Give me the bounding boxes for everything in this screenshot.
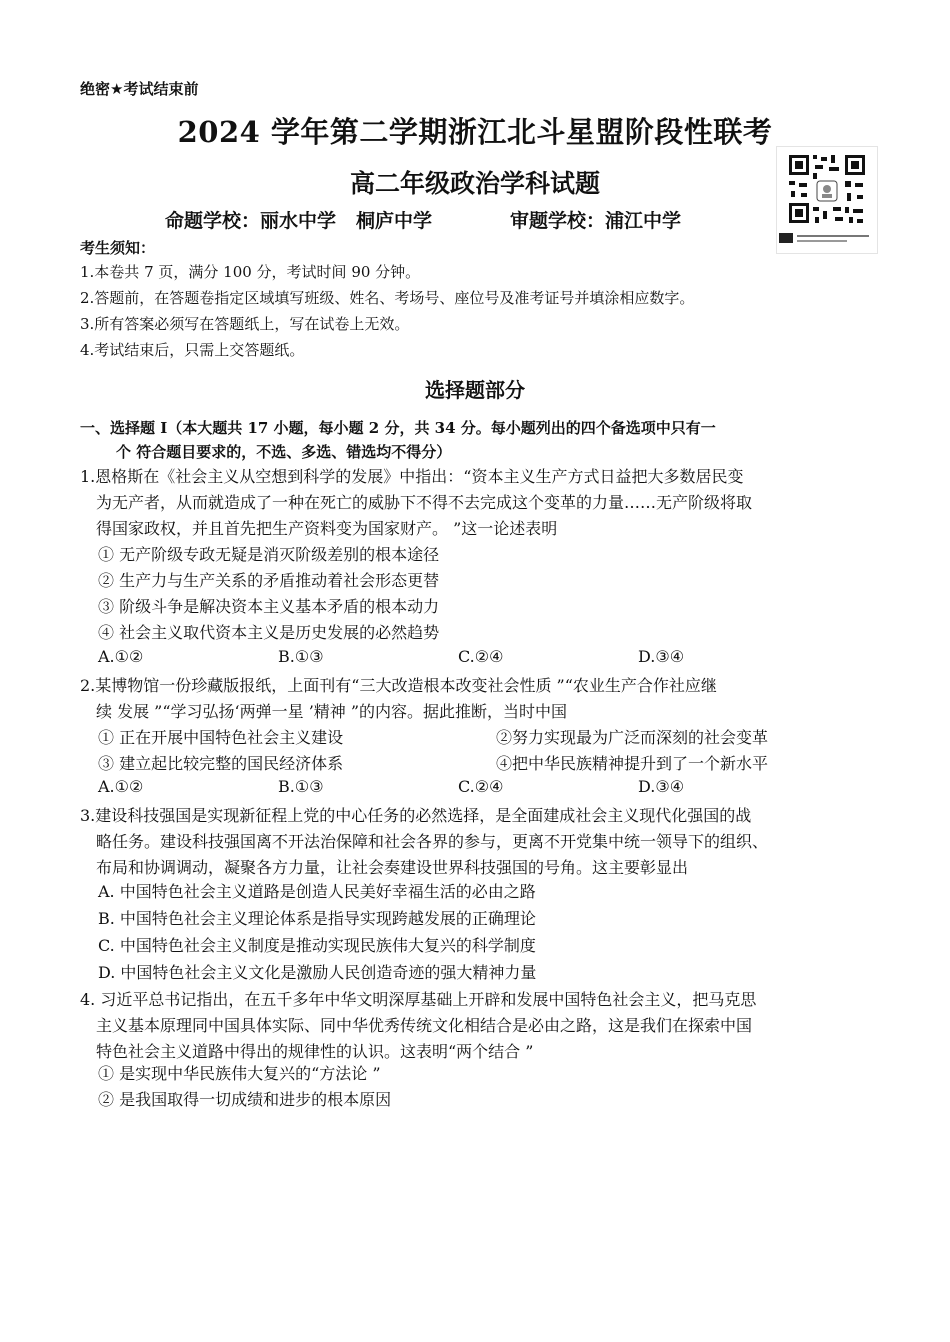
question-1-item: ② 生产力与生产关系的矛盾推动着社会形态更替	[98, 571, 440, 590]
question-1-item: ① 无产阶级专政无疑是消灭阶级差别的根本途径	[98, 545, 440, 564]
section-title: 选择题部分	[425, 378, 525, 402]
notice-heading: 考生须知：	[80, 239, 156, 257]
notice-item: 2.答题前，在答题卷指定区域填写班级、姓名、考场号、座位号及准考证号并填涂相应数字。	[80, 289, 695, 307]
question-3-stem: 略任务。建设科技强国离不开法治保障和社会各界的参与，更离不开党集中统一领导下的组织、	[96, 832, 769, 851]
part-instructions-line: 一、选择题 I（本大题共 17 小题，每小题 2 分，共 34 分。每小题列出的四个备选项中只有一	[80, 419, 716, 437]
notice-item: 3.所有答案必须写在答题纸上，写在试卷上无效。	[80, 315, 410, 333]
notice-item: 4.考试结束后，只需上交答题纸。	[80, 341, 305, 359]
question-3-stem: 3.建设科技强国是实现新征程上党的中心任务的必然选择，是全面建成社会主义现代化强国的战	[80, 806, 752, 825]
question-3-stem: 布局和协调调动，凝聚各方力量，让社会奏建设世界科技强国的号角。这主要彰显出	[96, 858, 689, 877]
school-info	[165, 206, 681, 233]
question-4-stem: 4. 习近平总书记指出，在五千多年中华文明深厚基础上开辟和发展中国特色社会主义，把马克思	[80, 990, 757, 1009]
question-2-option-b[interactable]: B.①③	[278, 777, 324, 796]
confidential-label: 绝密★考试结束前	[80, 80, 199, 98]
part-instructions-line: 个 符合题目要求的，不选、多选、错选均不得分）	[116, 443, 452, 461]
question-2-option-d[interactable]: D.③④	[638, 777, 685, 796]
exam-title: 2024 学年第二学期浙江北斗星盟阶段性联考	[177, 115, 773, 149]
review-school: 审题学校：浦江中学	[510, 210, 682, 232]
question-2-stem: 2.某博物馆一份珍藏版报纸，上面刊有“三大改造根本改变社会性质 ”“农业生产合作社应继	[80, 676, 717, 695]
qr-code-icon	[777, 147, 877, 253]
question-1-option-b[interactable]: B.①③	[278, 647, 324, 666]
question-3-option-b[interactable]: B. 中国特色社会主义理论体系是指导实现跨越发展的正确理论	[98, 909, 536, 928]
question-2-option-c[interactable]: C.②④	[458, 777, 504, 796]
question-4-stem: 主义基本原理同中国具体实际、同中华优秀传统文化相结合是必由之路，这是我们在探索中国	[96, 1016, 753, 1035]
question-1-stem: 得国家政权，并且首先把生产资料变为国家财产。 ”这一论述表明	[96, 519, 558, 538]
question-3-option-c[interactable]: C. 中国特色社会主义制度是推动实现民族伟大复兴的科学制度	[98, 936, 536, 955]
question-1-item: ④ 社会主义取代资本主义是历史发展的必然趋势	[98, 623, 440, 642]
question-1-stem: 1.恩格斯在《社会主义从空想到科学的发展》中指出：“资本主义生产方式日益把大多数居民变	[80, 467, 744, 486]
exam-subtitle: 高二年级政治学科试题	[349, 169, 600, 198]
question-2-item: ③ 建立起比较完整的国民经济体系	[98, 754, 344, 773]
question-1-option-c[interactable]: C.②④	[458, 647, 504, 666]
question-2-item: ① 正在开展中国特色社会主义建设	[98, 728, 344, 747]
question-1-option-d[interactable]: D.③④	[638, 647, 685, 666]
compose-school-2: 桐庐中学	[356, 210, 433, 232]
compose-school: 命题学校：丽水中学	[165, 210, 337, 232]
qr-code[interactable]	[776, 146, 878, 254]
notice-item: 1.本卷共 7 页，满分 100 分，考试时间 90 分钟。	[80, 263, 421, 281]
question-3-option-a[interactable]: A. 中国特色社会主义道路是创造人民美好幸福生活的必由之路	[98, 882, 536, 901]
question-4-stem: 特色社会主义道路中得出的规律性的认识。这表明“两个结合 ”	[96, 1042, 534, 1061]
part-instructions	[80, 416, 716, 464]
question-3-option-d[interactable]: D. 中国特色社会主义文化是激励人民创造奇迹的强大精神力量	[98, 963, 537, 982]
question-4-item: ① 是实现中华民族伟大复兴的“方法论 ”	[98, 1064, 381, 1083]
question-2-option-a[interactable]: A.①②	[98, 777, 144, 796]
question-4-item: ② 是我国取得一切成绩和进步的根本原因	[98, 1090, 392, 1109]
question-2-stem: 续 发展 ”“学习弘扬‘两弹一星 ’精神 ”的内容。据此推断，当时中国	[96, 702, 568, 721]
question-2-item: ④把中华民族精神提升到了一个新水平	[496, 754, 769, 773]
question-1-option-a[interactable]: A.①②	[98, 647, 144, 666]
question-1-stem: 为无产者，从而就造成了一种在死亡的威胁下不得不去完成这个变革的力量……无产阶级将取	[96, 493, 753, 512]
question-2-item: ②努力实现最为广泛而深刻的社会变革	[496, 728, 769, 747]
question-1-item: ③ 阶级斗争是解决资本主义基本矛盾的根本动力	[98, 597, 440, 616]
